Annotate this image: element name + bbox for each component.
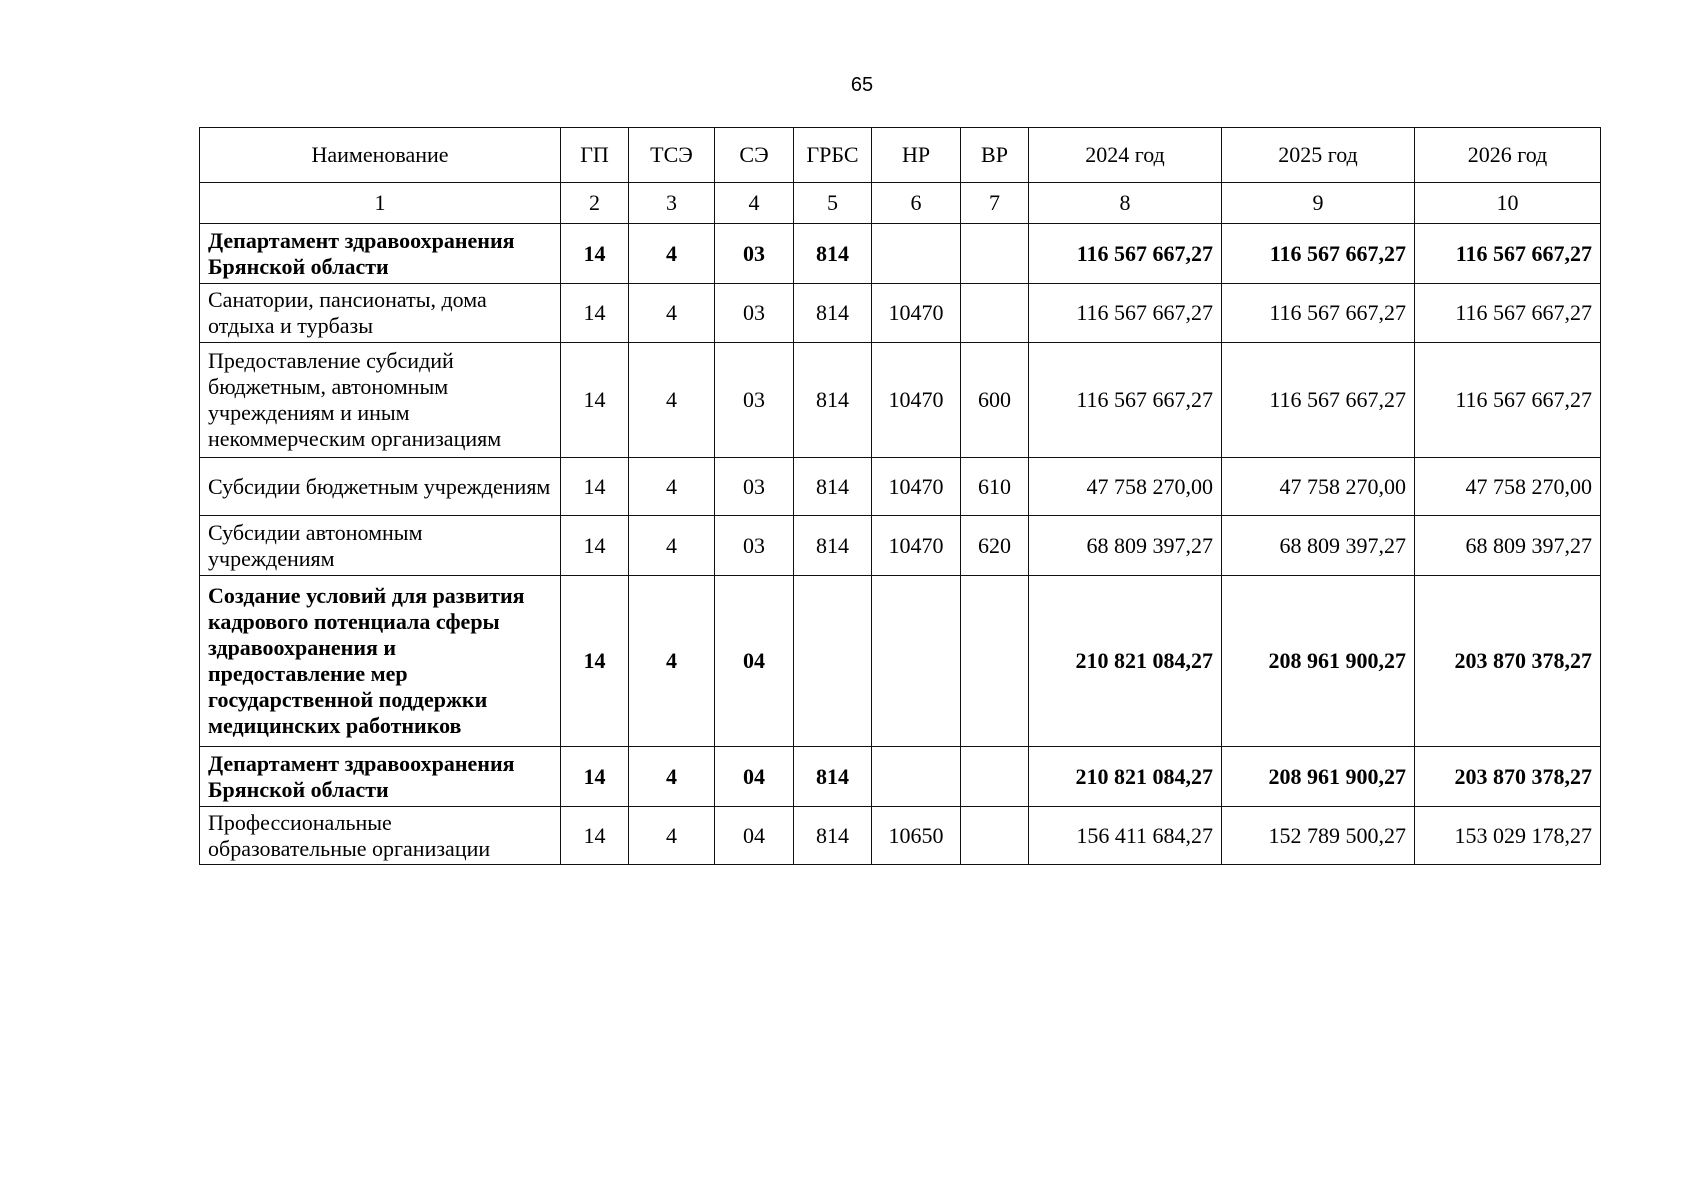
amount-2025-cell: 116 567 667,27 — [1222, 284, 1415, 343]
header-cell: НР — [872, 128, 961, 183]
grbs-cell: 814 — [794, 516, 872, 576]
tse-cell: 4 — [629, 516, 715, 576]
grbs-cell — [794, 576, 872, 747]
name-cell: Санатории, пансионаты, дома отдыха и турбазы — [200, 284, 561, 343]
header-cell: ГРБС — [794, 128, 872, 183]
vr-cell: 610 — [961, 458, 1029, 516]
nr-cell: 10470 — [872, 284, 961, 343]
gp-cell: 14 — [561, 807, 629, 865]
header-cell: 2025 год — [1222, 128, 1415, 183]
se-cell: 03 — [715, 343, 794, 458]
name-cell: Департамент здравоохранения Брянской области — [200, 747, 561, 807]
table-row — [200, 343, 1601, 458]
amount-2024-cell: 68 809 397,27 — [1029, 516, 1222, 576]
table-row — [200, 458, 1601, 516]
se-cell: 04 — [715, 807, 794, 865]
tse-cell: 4 — [629, 284, 715, 343]
amount-2026-cell: 203 870 378,27 — [1415, 747, 1601, 807]
amount-2024-cell: 47 758 270,00 — [1029, 458, 1222, 516]
gp-cell: 14 — [561, 747, 629, 807]
amount-2026-cell: 153 029 178,27 — [1415, 807, 1601, 865]
gp-cell: 14 — [561, 224, 629, 284]
page-number: 65 — [850, 74, 874, 96]
amount-2025-cell: 152 789 500,27 — [1222, 807, 1415, 865]
tse-cell: 4 — [629, 576, 715, 747]
name-cell: Субсидии автономным учреждениям — [200, 516, 561, 576]
nr-cell — [872, 224, 961, 284]
vr-cell — [961, 284, 1029, 343]
amount-2026-cell: 203 870 378,27 — [1415, 576, 1601, 747]
se-cell: 03 — [715, 458, 794, 516]
gp-cell: 14 — [561, 343, 629, 458]
column-number-cell: 10 — [1415, 183, 1601, 224]
header-cell: 2024 год — [1029, 128, 1222, 183]
name-cell: Субсидии бюджетным учреждениям — [200, 458, 561, 516]
amount-2026-cell: 116 567 667,27 — [1415, 343, 1601, 458]
header-cell: ТСЭ — [629, 128, 715, 183]
se-cell: 04 — [715, 576, 794, 747]
nr-cell: 10470 — [872, 516, 961, 576]
amount-2025-cell: 116 567 667,27 — [1222, 224, 1415, 284]
amount-2024-cell: 156 411 684,27 — [1029, 807, 1222, 865]
tse-cell: 4 — [629, 224, 715, 284]
grbs-cell: 814 — [794, 343, 872, 458]
table-row — [200, 747, 1601, 807]
amount-2026-cell: 68 809 397,27 — [1415, 516, 1601, 576]
column-number-cell: 5 — [794, 183, 872, 224]
column-number-cell: 4 — [715, 183, 794, 224]
grbs-cell: 814 — [794, 807, 872, 865]
column-number-cell: 3 — [629, 183, 715, 224]
amount-2024-cell: 210 821 084,27 — [1029, 747, 1222, 807]
budget-table — [199, 127, 1601, 865]
vr-cell — [961, 807, 1029, 865]
column-number-cell: 2 — [561, 183, 629, 224]
column-number-cell: 8 — [1029, 183, 1222, 224]
amount-2025-cell: 116 567 667,27 — [1222, 343, 1415, 458]
tse-cell: 4 — [629, 343, 715, 458]
se-cell: 03 — [715, 516, 794, 576]
se-cell: 03 — [715, 224, 794, 284]
gp-cell: 14 — [561, 516, 629, 576]
grbs-cell: 814 — [794, 284, 872, 343]
header-row — [200, 128, 1601, 183]
nr-cell — [872, 576, 961, 747]
table-row — [200, 224, 1601, 284]
nr-cell: 10650 — [872, 807, 961, 865]
amount-2025-cell: 208 961 900,27 — [1222, 576, 1415, 747]
grbs-cell: 814 — [794, 458, 872, 516]
nr-cell: 10470 — [872, 343, 961, 458]
table-row — [200, 807, 1601, 865]
amount-2026-cell: 116 567 667,27 — [1415, 284, 1601, 343]
name-cell: Предоставление субсидий бюджетным, автономным учреждениям и иным некоммерческим организациям — [200, 343, 561, 458]
column-number-row — [200, 183, 1601, 224]
header-cell: ГП — [561, 128, 629, 183]
nr-cell — [872, 747, 961, 807]
tse-cell: 4 — [629, 458, 715, 516]
tse-cell: 4 — [629, 807, 715, 865]
amount-2026-cell: 47 758 270,00 — [1415, 458, 1601, 516]
grbs-cell: 814 — [794, 224, 872, 284]
vr-cell — [961, 747, 1029, 807]
vr-cell: 600 — [961, 343, 1029, 458]
name-cell: Профессиональные образовательные организации — [200, 807, 561, 865]
vr-cell — [961, 576, 1029, 747]
gp-cell: 14 — [561, 458, 629, 516]
amount-2024-cell: 116 567 667,27 — [1029, 343, 1222, 458]
grbs-cell: 814 — [794, 747, 872, 807]
vr-cell — [961, 224, 1029, 284]
name-cell: Создание условий для развития кадрового потенциала сферы здравоохранения и предоставление мер государственной поддержки медицинских работников — [200, 576, 561, 747]
gp-cell: 14 — [561, 576, 629, 747]
amount-2024-cell: 210 821 084,27 — [1029, 576, 1222, 747]
column-number-cell: 7 — [961, 183, 1029, 224]
se-cell: 03 — [715, 284, 794, 343]
nr-cell: 10470 — [872, 458, 961, 516]
amount-2024-cell: 116 567 667,27 — [1029, 224, 1222, 284]
column-number-cell: 1 — [200, 183, 561, 224]
table-row — [200, 516, 1601, 576]
column-number-cell: 6 — [872, 183, 961, 224]
amount-2026-cell: 116 567 667,27 — [1415, 224, 1601, 284]
table-row — [200, 284, 1601, 343]
amount-2025-cell: 208 961 900,27 — [1222, 747, 1415, 807]
gp-cell: 14 — [561, 284, 629, 343]
header-cell: 2026 год — [1415, 128, 1601, 183]
vr-cell: 620 — [961, 516, 1029, 576]
header-cell: ВР — [961, 128, 1029, 183]
header-cell: Наименование — [200, 128, 561, 183]
amount-2024-cell: 116 567 667,27 — [1029, 284, 1222, 343]
se-cell: 04 — [715, 747, 794, 807]
amount-2025-cell: 47 758 270,00 — [1222, 458, 1415, 516]
name-cell: Департамент здравоохранения Брянской области — [200, 224, 561, 284]
header-cell: СЭ — [715, 128, 794, 183]
table-row — [200, 576, 1601, 747]
tse-cell: 4 — [629, 747, 715, 807]
amount-2025-cell: 68 809 397,27 — [1222, 516, 1415, 576]
column-number-cell: 9 — [1222, 183, 1415, 224]
